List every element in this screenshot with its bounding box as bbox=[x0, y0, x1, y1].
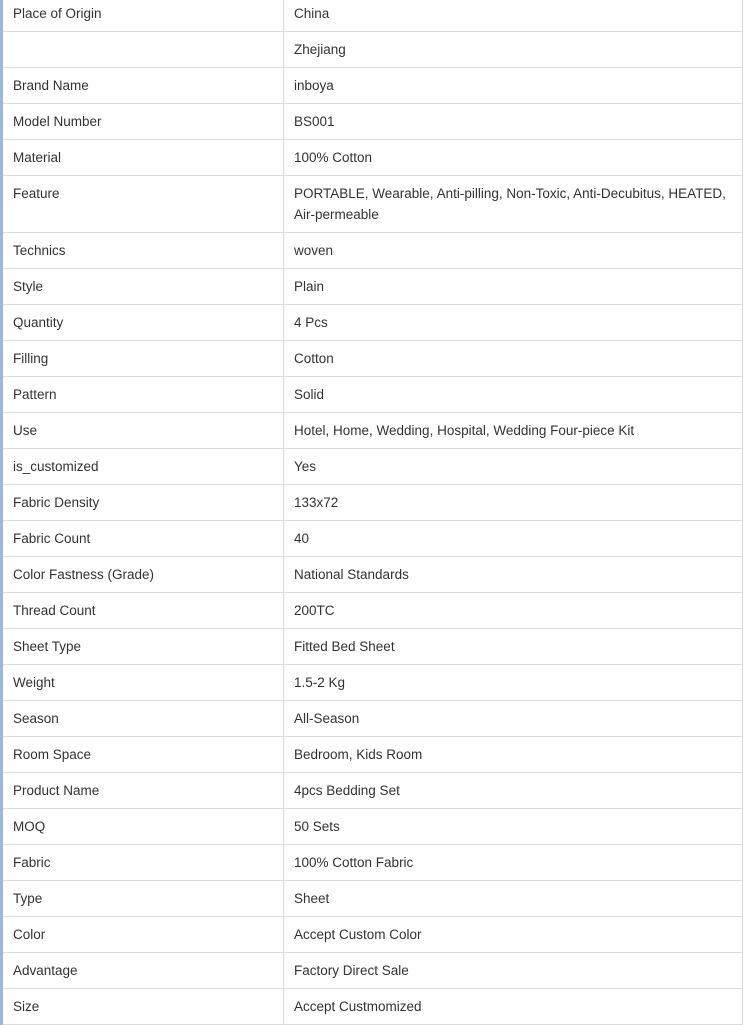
spec-key: Room Space bbox=[2, 737, 284, 773]
spec-row bbox=[2, 989, 743, 1025]
spec-row bbox=[2, 557, 743, 593]
spec-row bbox=[2, 377, 743, 413]
spec-row bbox=[2, 413, 743, 449]
spec-value: 50 Sets bbox=[284, 809, 743, 845]
spec-value: Cotton bbox=[284, 341, 743, 377]
spec-value: BS001 bbox=[284, 104, 743, 140]
spec-row bbox=[2, 773, 743, 809]
spec-row bbox=[2, 32, 743, 68]
spec-key: Place of Origin bbox=[2, 0, 284, 32]
spec-key: Quantity bbox=[2, 305, 284, 341]
spec-row bbox=[2, 809, 743, 845]
spec-value: Hotel, Home, Wedding, Hospital, Wedding Four-piece Kit bbox=[284, 413, 743, 449]
spec-key: MOQ bbox=[2, 809, 284, 845]
spec-key bbox=[2, 32, 284, 68]
spec-value: All-Season bbox=[284, 701, 743, 737]
spec-key: Advantage bbox=[2, 953, 284, 989]
spec-key: Technics bbox=[2, 233, 284, 269]
spec-row bbox=[2, 593, 743, 629]
spec-value: Bedroom, Kids Room bbox=[284, 737, 743, 773]
spec-row bbox=[2, 449, 743, 485]
spec-key: Feature bbox=[2, 176, 284, 233]
spec-key: Size bbox=[2, 989, 284, 1025]
spec-row bbox=[2, 917, 743, 953]
spec-key: Use bbox=[2, 413, 284, 449]
spec-key: Type bbox=[2, 881, 284, 917]
spec-value: Accept Custmomized bbox=[284, 989, 743, 1025]
spec-value: 1.5-2 Kg bbox=[284, 665, 743, 701]
spec-value: 100% Cotton Fabric bbox=[284, 845, 743, 881]
spec-value: inboya bbox=[284, 68, 743, 104]
spec-key: Filling bbox=[2, 341, 284, 377]
spec-key: Material bbox=[2, 140, 284, 176]
spec-key: Style bbox=[2, 269, 284, 305]
spec-row bbox=[2, 701, 743, 737]
spec-row bbox=[2, 881, 743, 917]
spec-value: Zhejiang bbox=[284, 32, 743, 68]
spec-value: Factory Direct Sale bbox=[284, 953, 743, 989]
spec-key: Color bbox=[2, 917, 284, 953]
spec-value: 133x72 bbox=[284, 485, 743, 521]
spec-value: Plain bbox=[284, 269, 743, 305]
spec-value: National Standards bbox=[284, 557, 743, 593]
spec-row bbox=[2, 104, 743, 140]
spec-key: Sheet Type bbox=[2, 629, 284, 665]
spec-value: Fitted Bed Sheet bbox=[284, 629, 743, 665]
spec-value: China bbox=[284, 0, 743, 32]
spec-key: Weight bbox=[2, 665, 284, 701]
spec-key: Fabric Count bbox=[2, 521, 284, 557]
spec-row bbox=[2, 176, 743, 233]
spec-row bbox=[2, 233, 743, 269]
spec-key: Pattern bbox=[2, 377, 284, 413]
spec-key: is_customized bbox=[2, 449, 284, 485]
spec-value: 40 bbox=[284, 521, 743, 557]
spec-row bbox=[2, 341, 743, 377]
spec-row bbox=[2, 140, 743, 176]
spec-row bbox=[2, 665, 743, 701]
spec-value: woven bbox=[284, 233, 743, 269]
spec-row bbox=[2, 845, 743, 881]
spec-key: Season bbox=[2, 701, 284, 737]
spec-value: Yes bbox=[284, 449, 743, 485]
spec-key: Fabric bbox=[2, 845, 284, 881]
spec-row bbox=[2, 953, 743, 989]
spec-row bbox=[2, 629, 743, 665]
spec-key: Brand Name bbox=[2, 68, 284, 104]
spec-value: PORTABLE, Wearable, Anti-pilling, Non-Toxic, Anti-Decubitus, HEATED, Air-permeable bbox=[284, 176, 743, 233]
spec-key: Product Name bbox=[2, 773, 284, 809]
spec-row bbox=[2, 737, 743, 773]
spec-value: 4 Pcs bbox=[284, 305, 743, 341]
spec-value: Sheet bbox=[284, 881, 743, 917]
spec-value: 4pcs Bedding Set bbox=[284, 773, 743, 809]
spec-row bbox=[2, 521, 743, 557]
spec-row bbox=[2, 0, 743, 32]
spec-value: 200TC bbox=[284, 593, 743, 629]
spec-value: Accept Custom Color bbox=[284, 917, 743, 953]
spec-row bbox=[2, 269, 743, 305]
spec-row bbox=[2, 68, 743, 104]
spec-key: Fabric Density bbox=[2, 485, 284, 521]
spec-row bbox=[2, 305, 743, 341]
spec-key: Thread Count bbox=[2, 593, 284, 629]
spec-row bbox=[2, 485, 743, 521]
spec-value: 100% Cotton bbox=[284, 140, 743, 176]
spec-key: Model Number bbox=[2, 104, 284, 140]
spec-value: Solid bbox=[284, 377, 743, 413]
spec-key: Color Fastness (Grade) bbox=[2, 557, 284, 593]
spec-table-body bbox=[2, 0, 743, 1025]
